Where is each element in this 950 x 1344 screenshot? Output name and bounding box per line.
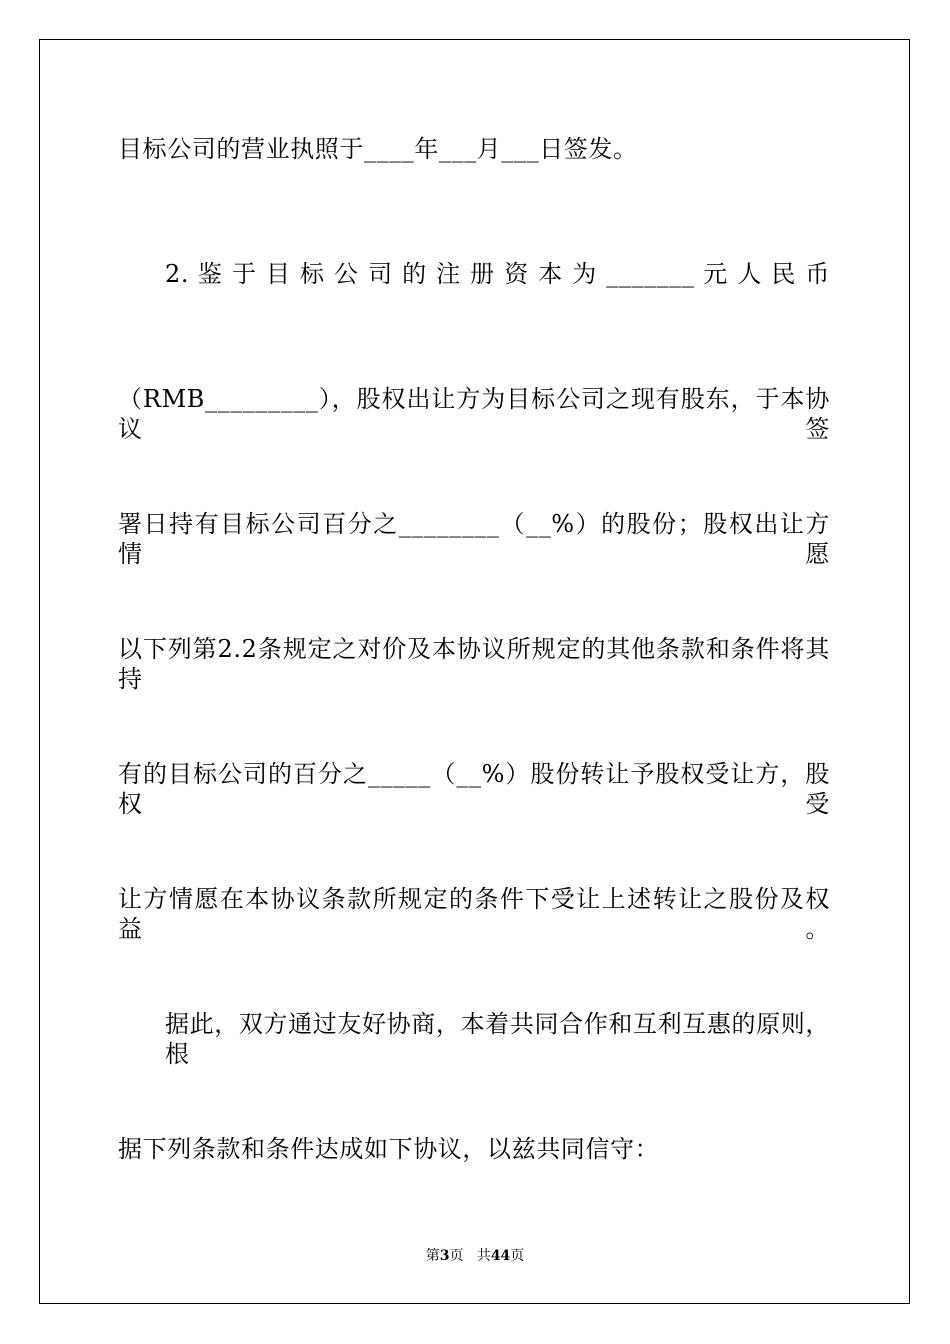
body-line-1: 目标公司的营业执照于____年___月___日签发。 (118, 135, 638, 163)
body-line-8: 据此，双方通过友好协商，本着共同合作和互利互惠的原则，根 (165, 1010, 830, 1068)
footer-page-number: 3 (439, 1248, 450, 1264)
body-line-2: 2. 鉴 于 目 标 公 司 的 注 册 资 本 为 _______ 元 人 民 币 (165, 260, 830, 288)
body-line-3: （RMB_________），股权出让方为目标公司之现有股东，于本协议签 (118, 385, 830, 443)
body-line-7: 让方情愿在本协议条款所规定的条件下受让上述转让之股份及权益。 (118, 885, 830, 943)
body-line-9: 据下列条款和条件达成如下协议，以兹共同信守： (118, 1135, 660, 1163)
footer-page-suffix: 页 (449, 1248, 464, 1264)
footer-page-prefix: 第 (425, 1248, 440, 1264)
body-line-4: 署日持有目标公司百分之________（__%）的股份；股权出让方情愿 (118, 510, 830, 568)
footer-total-suffix: 页 (510, 1248, 525, 1264)
page-footer (0, 1247, 950, 1265)
footer-total-pages: 44 (490, 1248, 511, 1264)
body-line-5: 以下列第2.2条规定之对价及本协议所规定的其他条款和条件将其持 (118, 635, 830, 693)
body-line-6: 有的目标公司的百分之_____（__%）股份转让予股权受让方，股权受 (118, 760, 830, 818)
footer-total-prefix: 共 (476, 1248, 491, 1264)
